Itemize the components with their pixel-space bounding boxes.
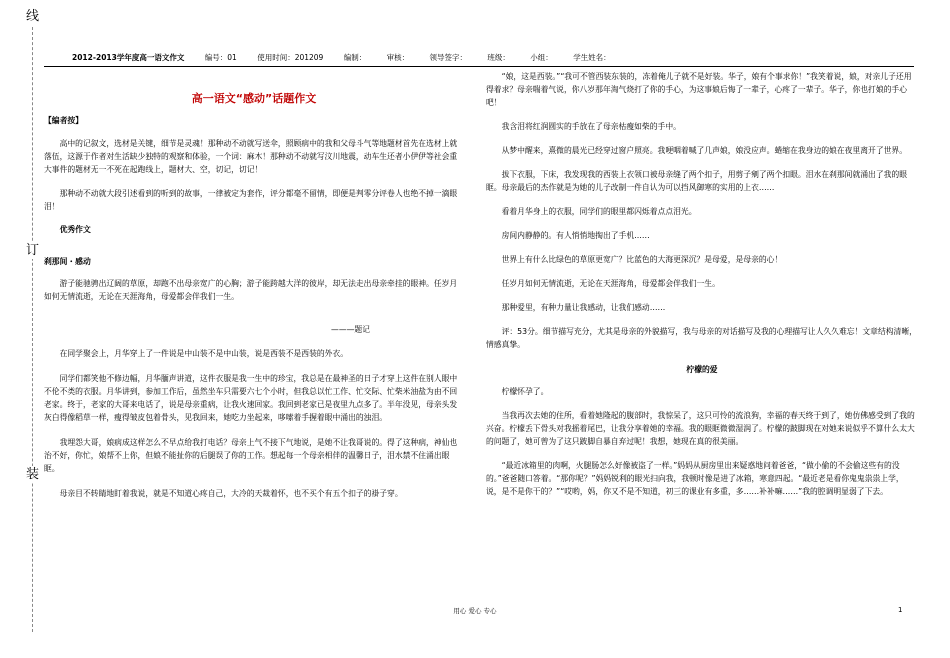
binding-gutter-line	[32, 22, 33, 632]
left-column	[44, 70, 464, 500]
editor-note-paragraph-1: 高中的记叙文，选材是关键，细节是灵魂！那种动不动就写送伞，照顾病中的我和父母斗气等地题材首先在选材上就落伍，这源于作者对生活缺少独特的观察和体验，一个词：麻木！那种动不动就写汶川地震，动车生还者小伊伊等社会重大事件的题材无一不死在起跑线上，题材大、空，切记，切记！	[44, 139, 458, 174]
essay-paragraph-3: 同学们都笑他不修边幅，月华腼声讲道，这件衣服是我一生中的珍宝，我总是在最神圣的日子才穿上这件在别人眼中不伦不类的衣服。月华讲到，参加工作后，虽然坐车只需要六七个小时，但我总以忙工作、忙交际、忙柴米油盐为由不回老家。终于，老家的大哥来电话了，说是母亲重病，让我火速回家。我回到老家已是夜里九点多了。半年没见，母亲头发灰白得像稻草一样，瘦得皱皮包着骨头，见我回来，她吃力坐起来，哆嗦着手握着眼中涌出的浊泪。	[44, 374, 458, 422]
gutter-char-top: 线	[26, 9, 40, 24]
gutter-char-bottom: 装	[26, 467, 40, 482]
essay-2-paragraph-2: 当我再次去她的住所，看着她隆起的腹部时，我惊呆了，这只可怜的流浪狗，幸福的春天终于到了，她仿佛感受到了我的兴奋。柠檬丢下骨头对我摇着尾巴，让我分享着她的幸福。我的眼眶微微湿润了。柠檬的跛脚现在对她来说似乎不算什么太大的问题了，她可曾为了这只跛脚自暴自弃过呢！我想，她现在真的很美丽。	[486, 411, 915, 446]
essay-paragraph-6: “娘，这是西装。”“我可不管西装东装的，冻着俺儿子就不是好装。华子，娘有个事求你！”我笑着说，娘，对亲儿子还用得着求？母亲喘着气说，你八岁那年淘气烧打了你的手心，为这事娘后悔了一辈子，心疼了一辈子。华子，你也打娘的手心吧！	[486, 72, 912, 107]
essay-paragraph-10: 看着月华身上的衣服，同学们的眼里都闪烁着点点泪光。	[501, 207, 697, 216]
editor-note-label: 【编者按】	[44, 116, 83, 125]
essay-paragraph-11: 房间内静静的。有人悄悄地掏出了手机……	[501, 231, 650, 240]
essay-2-paragraph-3: “最近冰箱里的肉啊，火腿肠怎么好像被盗了一样。”妈妈从厨房里出来疑惑地问着爸爸，“做小偷的不会偷这些有的没的。”爸爸随口答着。“那你呢？”妈妈锐利的眼光扫向我，我顿时像是进了冰箱，寒意四起。“最近老是看你鬼鬼祟祟上学，说，是不是你干的？”“哎哟，妈，你又不是不知道，初三的课业有多重，多……补补嘛……”我的腔调明显弱了下去。	[486, 461, 904, 496]
header-editor: 编制：	[343, 53, 367, 62]
header-reviewer: 审核：	[386, 53, 410, 62]
essay-paragraph-8: 从梦中醒来，熹微的晨光已经穿过窗户照亮。我哽咽着喊了几声娘，娘没应声。蜷缩在我身边的娘在夜里离开了世界。	[501, 146, 908, 155]
essay-paragraph-9: 拔下衣服，下床，我发现我的西装上衣领口被母亲缝了两个扣子，用剪子剜了两个扣眼。泪水在刹那间就涌出了我的眼眶。母亲最后的杰作就是为她的儿子改制一件自认为可以挡风御寒的实用的上衣……	[486, 170, 908, 192]
essay-paragraph-5: 母亲目不转睛地盯着我说，就是不知道心疼自己，大冷的天裁着怀，也不买个有五个扣子的褂子穿。	[59, 489, 403, 498]
header-class: 班级：	[487, 53, 510, 62]
essay-paragraph-13: 任岁月如何无情流逝，无论在天涯海角，母爱都会伴我们一生。	[501, 279, 720, 288]
header-group: 小组：	[530, 53, 553, 62]
header-time: 使用时间：201209	[257, 53, 324, 62]
document-header	[72, 52, 629, 63]
editor-note-paragraph-2: 那种动不动就大段引述看到的听到的故事，一律被定为套作，评分都毫不留情，即便是判零分评卷人也绝不掉一滴眼泪！	[44, 189, 458, 211]
footer-motto: 用心 爱心 专心	[453, 607, 497, 615]
essay-paragraph-7: 我含泪将红润圆实的手放在了母亲枯瘦如柴的手中。	[501, 122, 681, 131]
page-number: 1	[898, 606, 903, 614]
essay-title: 刹那间・感动	[44, 257, 91, 266]
essay-comment: 评：53分。细节描写充分，尤其是母亲的外貌描写，我与母亲的对话描写及我的心理描写让人久久难忘！文章结构清晰，情感真挚。	[486, 327, 917, 349]
document-title: 高一语文“感动”话题作文	[191, 92, 317, 105]
essay-paragraph-1: 游子能驰骋出辽阔的草原，却跑不出母亲宽广的心胸；游子能跨越大洋的彼岸，却无法走出母亲牵挂的眼神。任岁月如何无情流逝，无论在天涯海角，母爱都会伴我们一生。	[44, 279, 458, 301]
header-student: 学生姓名：	[573, 53, 611, 62]
header-year: 2012-2013学年度高一语文作文	[72, 53, 185, 62]
excellent-essay-label: 优秀作文	[59, 225, 91, 234]
epigraph-label: ———题记	[331, 325, 370, 334]
header-leader: 领导签字：	[429, 53, 468, 62]
header-rule	[44, 66, 914, 67]
gutter-char-mid: 订	[26, 243, 40, 258]
essay-paragraph-12: 世界上有什么比绿色的草原更宽广？比蓝色的大海更深沉？是母爱，是母亲的心！	[501, 255, 783, 264]
essay-paragraph-4: 我埋怨大哥，娘病成这样怎么不早点给我打电话？母亲上气不接下气地说，是她不让我哥说的。得了这种病，神仙也治不好，你忙，娘帮不上你，但娘不能扯你的后腿误了你的工作。想起每一个母亲相伴的温馨日子，泪水禁不住涌出眼眶。	[44, 438, 458, 473]
essay-2-title: 柠檬的爱	[686, 365, 718, 374]
right-column	[486, 70, 918, 498]
essay-2-paragraph-1: 柠檬怀孕了。	[501, 387, 549, 396]
essay-paragraph-2: 在同学聚会上，月华穿上了一件说是中山装不是中山装，说是西装不是西装的外衣。	[59, 349, 349, 358]
essay-paragraph-14: 那种爱里，有种力量让我感动，让我们感动……	[501, 303, 666, 312]
header-number: 编号：01	[204, 53, 237, 62]
